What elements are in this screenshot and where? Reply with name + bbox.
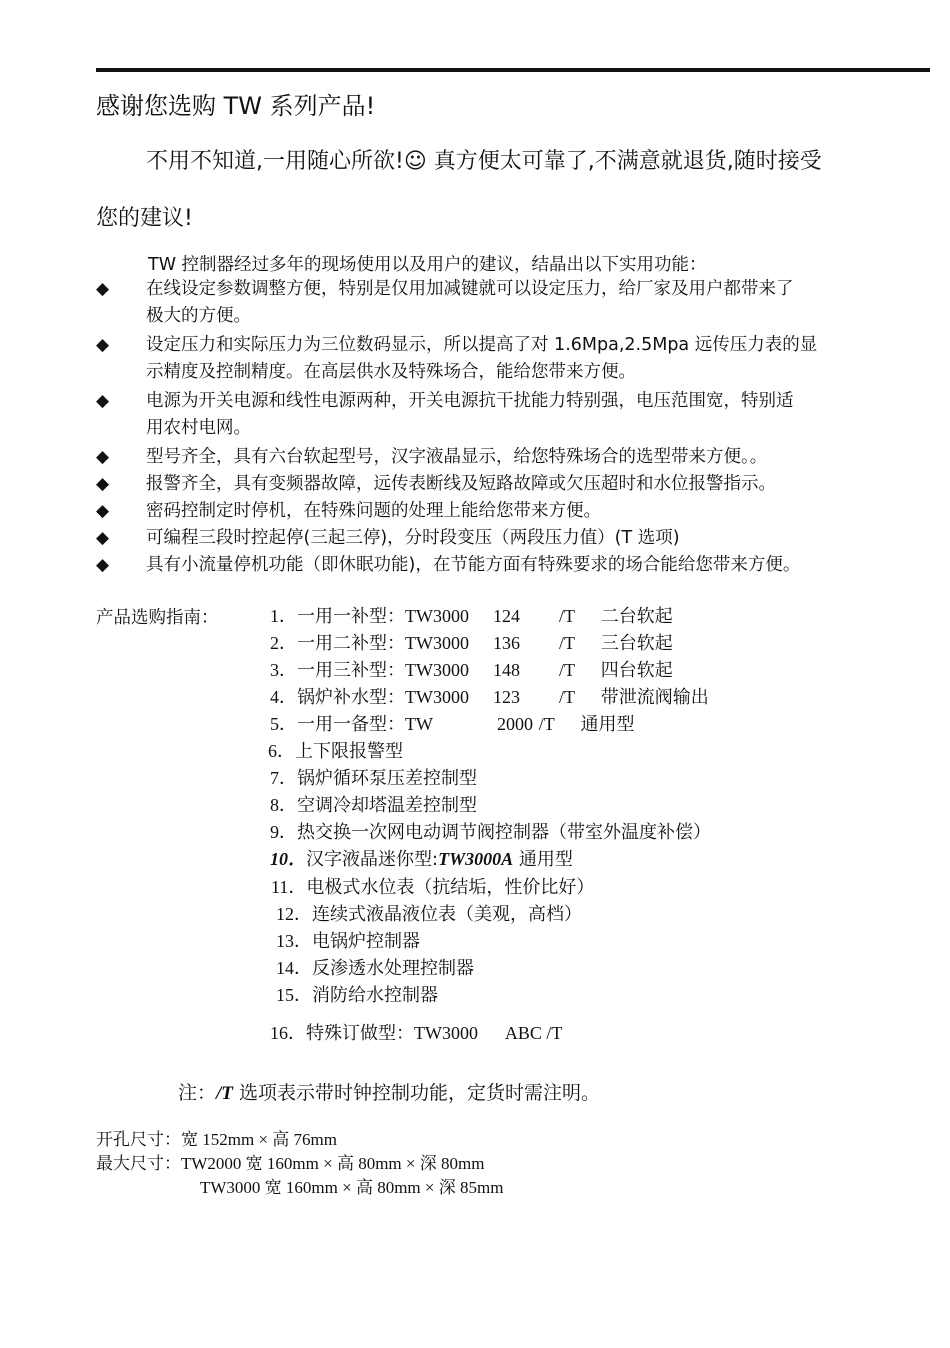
guide-item xyxy=(276,955,474,982)
item-name: 消防给水控制器 xyxy=(312,985,438,1006)
item-name: 汉字液晶迷你型: xyxy=(306,849,439,870)
item-code: 136 xyxy=(492,633,520,653)
item-number: 9． xyxy=(270,822,297,842)
item-desc: 四台软起 xyxy=(600,660,673,681)
diamond-bullet-icon: ◆ xyxy=(96,391,110,411)
item-model: TW3000 xyxy=(414,1023,478,1043)
feature-item xyxy=(96,552,904,579)
item-number: 13． xyxy=(276,931,312,951)
item-number: 12． xyxy=(276,904,312,924)
guide-item xyxy=(270,711,634,738)
top-rule xyxy=(96,68,930,72)
guide-item xyxy=(276,928,420,955)
feature-item xyxy=(96,276,904,330)
feature-text-cont: 用农村电网。 xyxy=(146,418,251,438)
diamond-bullet-icon: ◆ xyxy=(96,447,110,467)
item-code: 124 xyxy=(492,606,520,626)
guide-item xyxy=(271,874,594,901)
note xyxy=(178,1078,600,1105)
guide-item xyxy=(268,738,403,765)
diamond-bullet-icon: ◆ xyxy=(96,555,110,575)
item-desc: 二台软起 xyxy=(600,606,673,627)
note-mark: /T xyxy=(216,1083,233,1104)
guide-item xyxy=(276,982,438,1009)
item-model: TW3000A xyxy=(438,849,514,869)
slogan-line-2: 您的建议! xyxy=(96,206,193,231)
item-tag: /T xyxy=(558,606,575,626)
item-model: TW xyxy=(405,714,433,734)
guide-item xyxy=(276,901,582,928)
thanks-heading: 感谢您选购 TW 系列产品! xyxy=(96,92,376,120)
item-code: 148 xyxy=(492,660,520,680)
note-text: 选项表示带时钟控制功能，定货时需注明。 xyxy=(232,1082,600,1104)
feature-item xyxy=(96,444,904,471)
dimensions xyxy=(96,1128,503,1200)
guide-item xyxy=(270,684,709,711)
item-desc: 三台软起 xyxy=(600,633,673,654)
item-code: 123 xyxy=(492,687,520,707)
item-number: 5． xyxy=(270,714,297,734)
guide-item xyxy=(270,603,673,630)
diamond-bullet-icon: ◆ xyxy=(96,528,110,548)
item-number: 14． xyxy=(276,958,312,978)
item-code: 2000 xyxy=(497,714,533,734)
item-desc: 通用型 xyxy=(580,714,635,735)
diamond-bullet-icon: ◆ xyxy=(96,474,110,494)
feature-text: 密码控制定时停机，在特殊问题的处理上能给您带来方便。 xyxy=(146,501,601,521)
feature-item xyxy=(96,388,904,442)
features-intro: TW 控制器经过多年的现场使用以及用户的建议，结晶出以下实用功能： xyxy=(148,255,707,275)
guide-item xyxy=(270,819,711,846)
item-name: 空调冷却塔温差控制型 xyxy=(297,795,477,816)
item-number: 16． xyxy=(270,1023,306,1043)
feature-item xyxy=(96,525,904,552)
item-tag: /T xyxy=(558,633,575,653)
item-name: 热交换一次网电动调节阀控制器（带室外温度补偿） xyxy=(297,822,711,843)
item-name: 反渗透水处理控制器 xyxy=(312,958,474,979)
feature-item xyxy=(96,498,904,525)
item-number: 11． xyxy=(271,877,307,897)
item-number: 3． xyxy=(270,660,297,680)
product-guide-label: 产品选购指南： xyxy=(96,608,219,628)
feature-text: 型号齐全，具有六台软起型号，汉字液晶显示，给您特殊场合的选型带来方便。。 xyxy=(146,447,768,467)
max-size-value-tw2000: TW2000 宽 160mm × 高 80mm × 深 80mm xyxy=(181,1154,485,1173)
item-name: 电锅炉控制器 xyxy=(312,931,420,952)
cutout-size-row xyxy=(96,1128,503,1152)
item-model: TW3000 xyxy=(405,687,469,707)
diamond-bullet-icon: ◆ xyxy=(96,501,110,521)
feature-text: 在线设定参数调整方便，特别是仅用加减键就可以设定压力，给厂家及用户都带来了 xyxy=(146,279,794,299)
item-name: 一用一备型： xyxy=(297,714,405,735)
feature-item xyxy=(96,332,904,386)
cutout-size-value: 宽 152mm × 高 76mm xyxy=(181,1130,337,1149)
diamond-bullet-icon: ◆ xyxy=(96,335,110,355)
item-number: 8． xyxy=(270,795,297,815)
item-desc: 带泄流阀输出 xyxy=(600,687,709,708)
guide-item xyxy=(270,1020,562,1047)
diamond-bullet-icon: ◆ xyxy=(96,279,110,299)
feature-text: 电源为开关电源和线性电源两种，开关电源抗干扰能力特别强，电压范围宽，特别适 xyxy=(146,391,794,411)
item-name: 一用一补型： xyxy=(297,606,405,627)
item-name: 电极式水位表（抗结垢，性价比好） xyxy=(306,877,595,898)
feature-text: 设定压力和实际压力为三位数码显示，所以提高了对 1.6Mpa,2.5Mpa 远传压力表的显 xyxy=(146,335,818,355)
item-tag: /T xyxy=(538,714,555,734)
item-tag: /T xyxy=(558,660,575,680)
max-size-label: 最大尺寸： xyxy=(96,1154,181,1174)
item-name: 锅炉补水型： xyxy=(297,687,405,708)
max-size-row xyxy=(96,1152,503,1176)
feature-text: 具有小流量停机功能（即休眠功能)，在节能方面有特殊要求的场合能给您带来方便。 xyxy=(146,555,801,575)
feature-text: 报警齐全，具有变频器故障，远传表断线及短路故障或欠压超时和水位报警指示。 xyxy=(146,474,776,494)
item-desc: ABC /T xyxy=(504,1023,563,1043)
guide-item xyxy=(270,846,573,873)
item-name: 连续式液晶液位表（美观，高档） xyxy=(312,904,582,925)
guide-item xyxy=(270,765,477,792)
feature-text-cont: 极大的方便。 xyxy=(146,306,251,326)
item-model: TW3000 xyxy=(405,633,469,653)
feature-text: 可编程三段时控起停(三起三停)，分时段变压（两段压力值）(T 选项) xyxy=(146,528,680,548)
guide-item xyxy=(270,657,673,684)
feature-item xyxy=(96,471,904,498)
slogan-line-1: 不用不知道,一用随心所欲!☺ 真方便太可靠了,不满意就退货,随时接受 xyxy=(146,149,822,174)
cutout-size-label: 开孔尺寸： xyxy=(96,1130,181,1150)
item-desc: 通用型 xyxy=(518,849,573,870)
note-prefix: 注： xyxy=(178,1082,217,1104)
item-number: 4． xyxy=(270,687,297,707)
item-name: 一用二补型： xyxy=(297,633,405,654)
item-name: 上下限报警型 xyxy=(295,741,403,762)
item-number: 15． xyxy=(276,985,312,1005)
item-name: 锅炉循环泵压差控制型 xyxy=(297,768,477,789)
feature-list xyxy=(96,276,904,579)
item-tag: /T xyxy=(558,687,575,707)
item-number: 1． xyxy=(270,606,297,626)
item-name: 一用三补型： xyxy=(297,660,405,681)
feature-text-cont: 示精度及控制精度。在高层供水及特殊场合，能给您带来方便。 xyxy=(146,362,636,382)
item-number: 2． xyxy=(270,633,297,653)
item-number: 7． xyxy=(270,768,297,788)
item-number: 10． xyxy=(270,849,306,869)
max-size-value-tw3000: TW3000 宽 160mm × 高 80mm × 深 85mm xyxy=(200,1178,504,1197)
guide-item xyxy=(270,792,477,819)
item-name: 特殊订做型： xyxy=(306,1023,414,1044)
max-size-row-2 xyxy=(96,1176,503,1200)
item-model: TW3000 xyxy=(405,606,469,626)
item-number: 6． xyxy=(268,741,295,761)
item-model: TW3000 xyxy=(405,660,469,680)
guide-item xyxy=(270,630,673,657)
